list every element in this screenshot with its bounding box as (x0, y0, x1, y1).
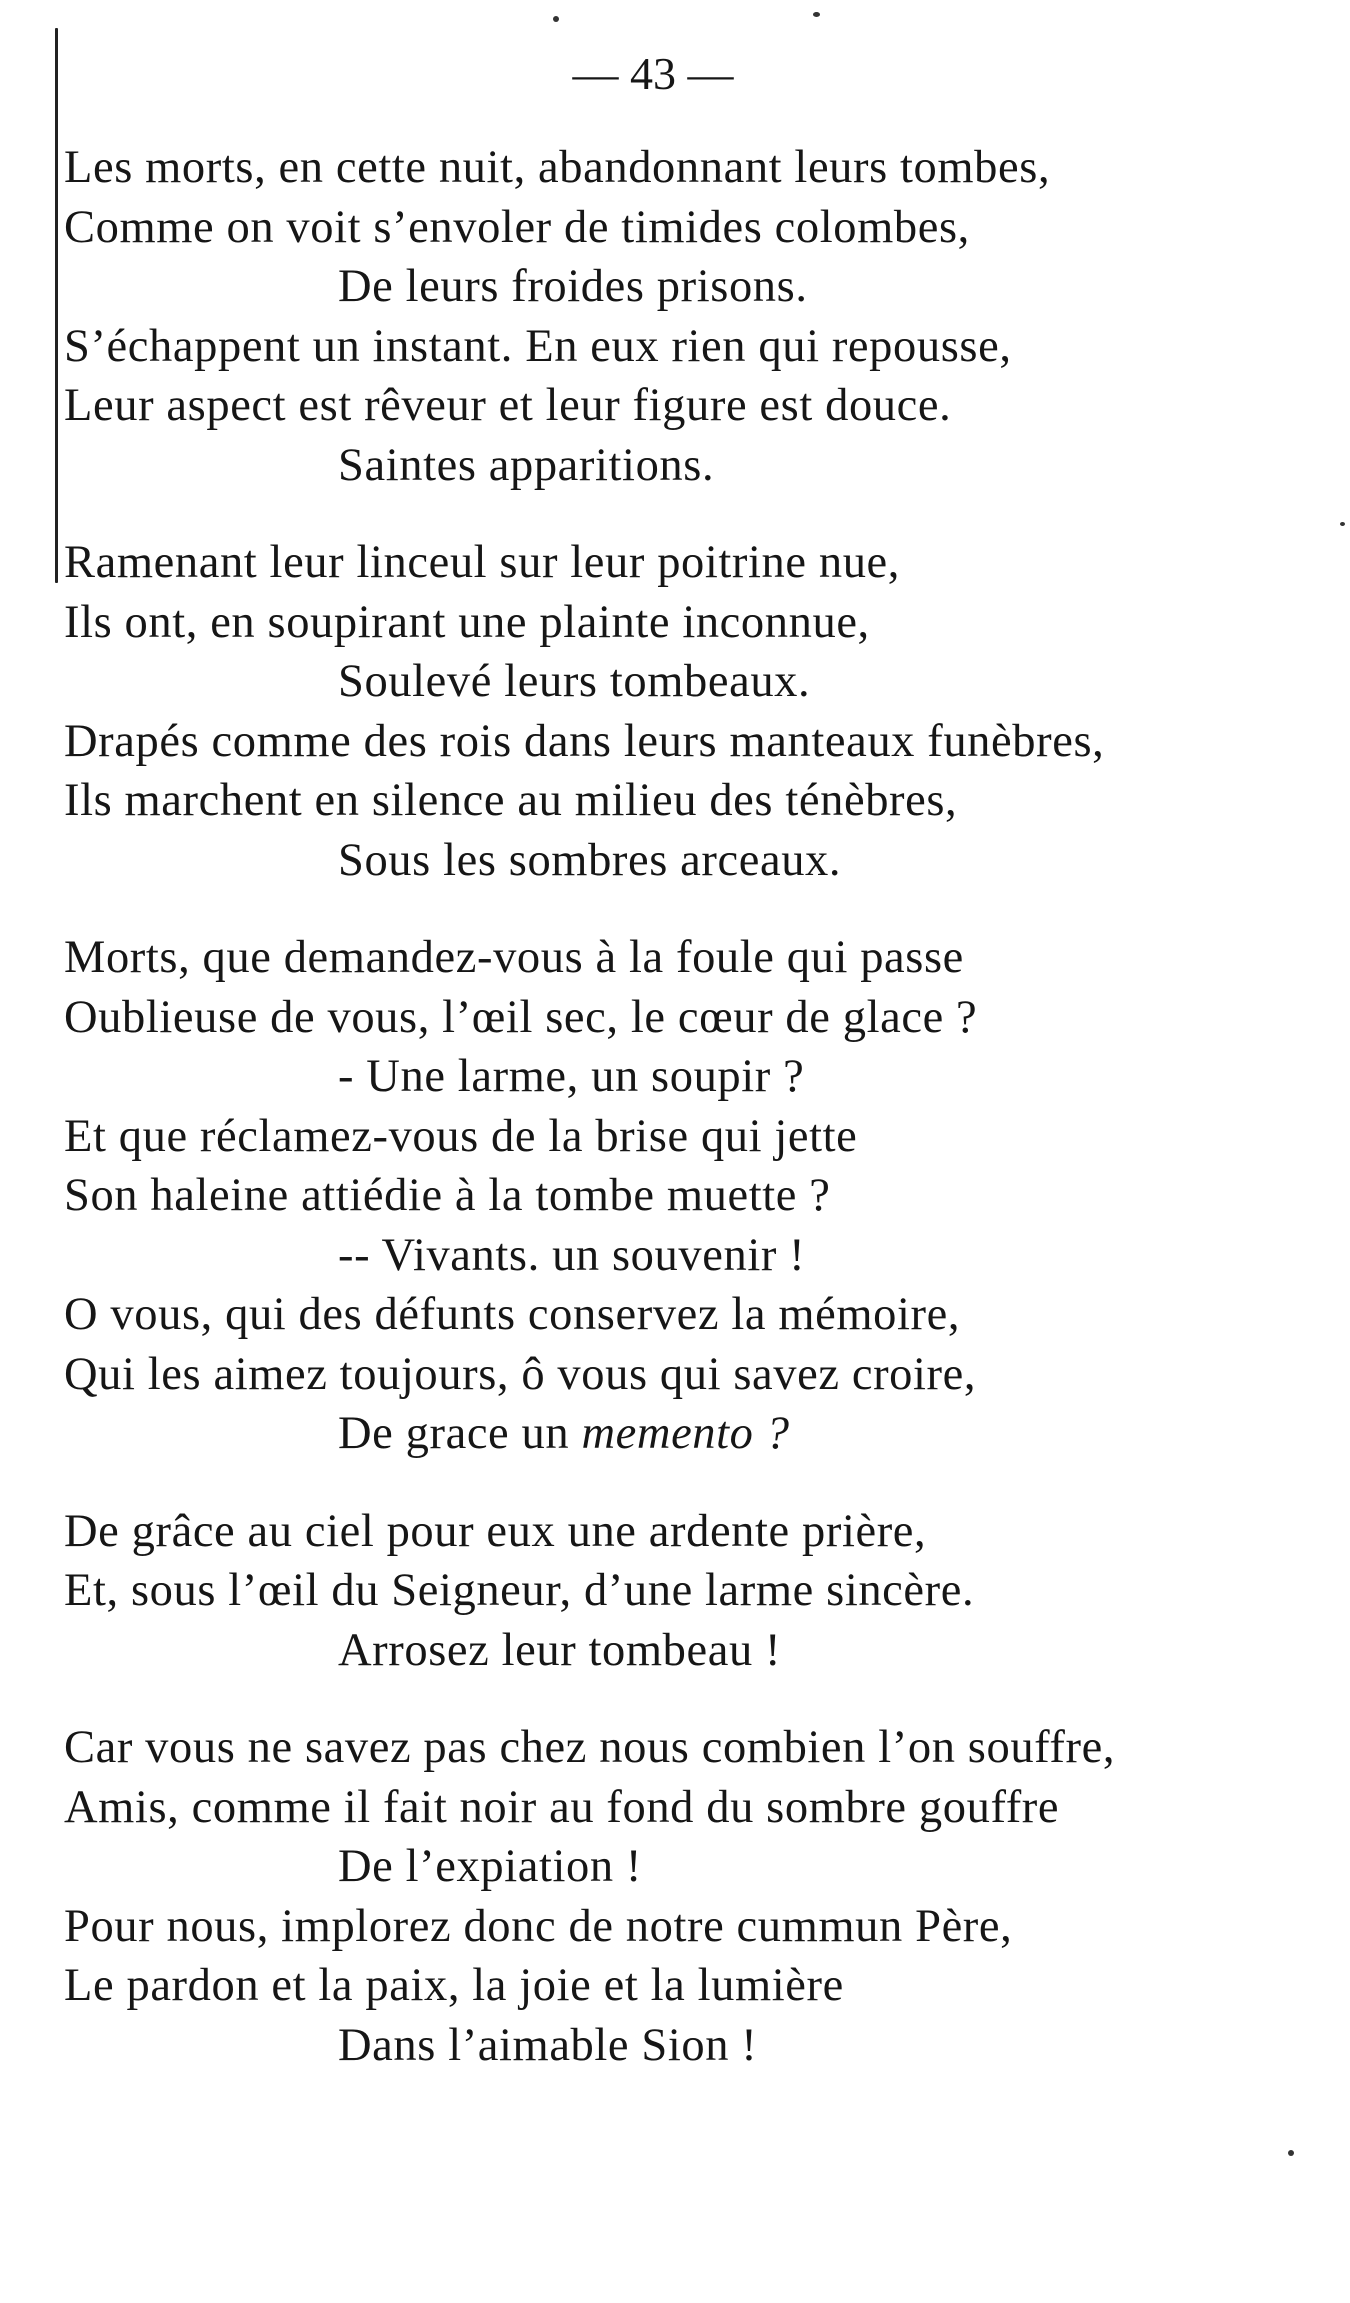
stanza-5 (64, 1718, 1304, 2075)
poem (64, 138, 1304, 2075)
verse-text: De grace un (338, 1408, 570, 1459)
verse-line-refrain (64, 1404, 1304, 1464)
ink-speck (1288, 2150, 1294, 2156)
verse-line: Comme on voit s’envoler de timides colombes, (64, 201, 970, 253)
verse-line: Les morts, en cette nuit, abandonnant leurs tombes, (64, 142, 1051, 193)
verse-line-refrain: Sous les sombres arceaux. (338, 834, 842, 886)
verse-line-refrain: Dans l’aimable Sion ! (338, 2019, 758, 2071)
verse-line: Le pardon et la paix, la joie et la lumière (64, 1960, 844, 2011)
ink-speck (1340, 522, 1345, 526)
verse-line-refrain: -- Vivants. un souvenir ! (338, 1229, 806, 1281)
verse-line: Et, sous l’œil du Seigneur, d’une larme sincère. (64, 1565, 975, 1616)
verse-line: Morts, que demandez-vous à la foule qui passe (64, 932, 964, 983)
verse-line: Drapés comme des rois dans leurs manteaux funèbres, (64, 715, 1105, 767)
ink-speck (813, 12, 820, 17)
verse-line: Son haleine attiédie à la tombe muette ? (64, 1170, 831, 1221)
stanza-1 (64, 138, 1304, 495)
verse-line: Ils marchent en silence au milieu des ténèbres, (64, 775, 958, 826)
verse-line: Car vous ne savez pas chez nous combien l’on souffre, (64, 1722, 1116, 1773)
stanza-gap (64, 890, 1304, 928)
verse-line-refrain: Saintes apparitions. (338, 439, 715, 491)
verse-line: S’échappent un instant. En eux rien qui repousse, (64, 320, 1012, 372)
stanza-2 (64, 533, 1304, 890)
stanza-gap (64, 1464, 1304, 1502)
italic-word-memento: memento ? (581, 1408, 790, 1459)
page-number: — 43 — (572, 48, 734, 99)
verse-line: De grâce au ciel pour eux une ardente prière, (64, 1505, 927, 1557)
verse-line: O vous, qui des défunts conservez la mémoire, (64, 1289, 961, 1340)
verse-line-refrain: - Une larme, un soupir ? (338, 1051, 805, 1102)
verse-line-refrain: Soulevé leurs tombeaux. (338, 656, 811, 707)
verse-line-refrain: Arrosez leur tombeau ! (338, 1624, 782, 1676)
verse-line: Amis, comme il fait noir au fond du sombre gouffre (64, 1781, 1060, 1833)
ink-speck (553, 16, 559, 22)
verse-line: Ramenant leur linceul sur leur poitrine nue, (64, 537, 901, 588)
verse-line: Et que réclamez-vous de la brise qui jette (64, 1110, 858, 1162)
verse-line-refrain: De l’expiation ! (338, 1841, 642, 1892)
stanza-gap (64, 495, 1304, 533)
verse-line: Pour nous, implorez donc de notre cummun Père, (64, 1900, 1013, 1952)
verse-line: Oublieuse de vous, l’œil sec, le cœur de glace ? (64, 991, 978, 1043)
verse-line: Leur aspect est rêveur et leur figure est douce. (64, 380, 952, 431)
stanza-gap (64, 1680, 1304, 1718)
verse-line: Ils ont, en soupirant une plainte inconnue, (64, 596, 870, 648)
stanza-3 (64, 928, 1304, 1464)
verse-line-refrain: De leurs froides prisons. (338, 261, 808, 312)
stanza-4 (64, 1502, 1304, 1681)
verse-line: Qui les aimez toujours, ô vous qui savez croire, (64, 1348, 977, 1400)
margin-rule (55, 28, 58, 583)
